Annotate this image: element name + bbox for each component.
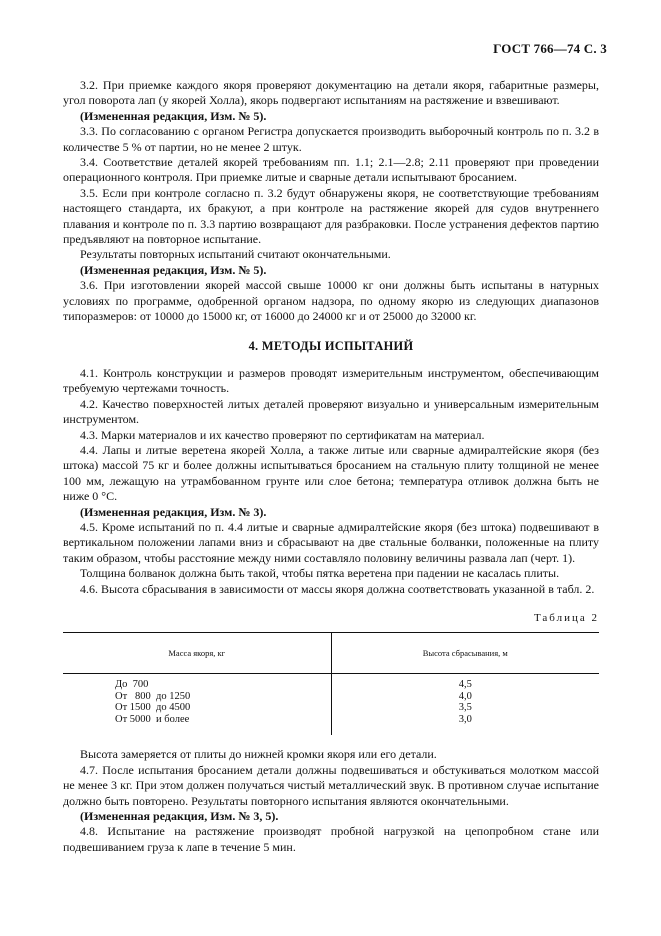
- paragraph: 4.1. Контроль конструкции и размеров проводят измерительным инструментом, обеспечивающим требуемую чертежами точность.: [63, 365, 599, 396]
- paragraph: 4.7. После испытания бросанием детали должны подвешиваться и обстукиваться молотком массой не менее 3 кг. При этом должен получаться чистый металлический звук. В противном случае испытание должно быть повторено. Результаты повторного испытания являются окончательными.: [63, 762, 599, 808]
- paragraph: 4.6. Высота сбрасывания в зависимости от массы якоря должна соответствовать указанной в табл. 2.: [80, 581, 595, 596]
- page-header: ГОСТ 766—74 С. 3: [493, 41, 607, 56]
- height-column: [331, 674, 599, 736]
- table-cell-height: 4,0: [458, 690, 472, 702]
- paragraph: Результаты повторных испытаний считают окончательными.: [80, 247, 391, 262]
- mass-column: [63, 674, 331, 736]
- amendment-note: (Измененная редакция, Изм. № 5).: [80, 108, 267, 123]
- paragraph: 3.4. Соответствие деталей якорей требованиям пп. 1.1; 2.1—2.8; 2.11 проверяют при проведении операционного контроля. При приемке литые и сварные детали испытывают бросанием.: [63, 155, 599, 185]
- paragraph: 3.3. По согласованию с органом Регистра допускается производить выборочный контроль по п. 3.2 в количестве 5 % от партии, но не менее 2 штук.: [63, 124, 599, 154]
- paragraph: 4.3. Марки материалов и их качество проверяют по сертификатам на материал.: [80, 427, 485, 442]
- table-cell-height: 3,5: [458, 702, 472, 714]
- drop-height-table: [63, 632, 599, 735]
- table-cell-mass: От 800 до 1250: [115, 690, 191, 702]
- section-4-continued: [63, 747, 599, 855]
- paragraph: Высота замеряется от плиты до нижней кромки якоря или его детали.: [80, 747, 437, 762]
- paragraph: Толщина болванок должна быть такой, чтобы пятка веретена при падении не касалась плиты.: [80, 566, 560, 581]
- section-4-methods: [63, 366, 599, 597]
- table-cell-mass: От 5000 и более: [115, 713, 190, 725]
- paragraph: 4.5. Кроме испытаний по п. 4.4 литые и сварные адмиралтейские якоря (без штока) подвешивают в вертикальном положении лапами вниз и сбрасывают на две стальные болванки, положенные на плиту таким образом, чтобы расстояние между ними составляло половину величины развала лап (черт. 1).: [63, 519, 599, 565]
- amendment-note: (Измененная редакция, Изм. № 5).: [80, 262, 267, 277]
- paragraph: 3.2. При приемке каждого якоря проверяют документацию на детали якоря, габаритные размеры, угол поворота лап (у якорей Холла), якорь подвергают испытаниям на растяжение и взвешивают.: [63, 78, 599, 108]
- amendment-note: (Измененная редакция, Изм. № 3).: [80, 504, 267, 519]
- paragraph: 4.4. Лапы и литые веретена якорей Холла, а также литые или сварные адмиралтейские якоря (без штока) массой 75 кг и более должны испытываться бросанием на стальную плиту толщиной не менее 100 мм, лежащую на утрамбованном грунте или слое бетона; температура отливок должна быть не ниже 0 °С.: [63, 442, 599, 504]
- column-header-mass: Масса якоря, кг: [63, 633, 331, 674]
- table-cell-mass: До 700: [115, 679, 149, 691]
- table-cell-height: 4,5: [458, 679, 472, 691]
- document-body: [63, 78, 599, 855]
- paragraph: 3.6. При изготовлении якорей массой свыше 10000 кг они должны быть испытаны в натурных условиях по программе, одобренной органом надзора, по одному якорю из следующих диапазонов типоразмеров: от 10000 до 15000 кг, от 16000 до 24000 кг и от 25000 до 32000 кг.: [63, 278, 599, 324]
- paragraph: 4.2. Качество поверхностей литых деталей проверяют визуально и универсальным измерительным инструментом.: [63, 396, 599, 427]
- section-title: 4. МЕТОДЫ ИСПЫТАНИЙ: [248, 338, 414, 353]
- paragraph: 4.8. Испытание на растяжение производят пробной нагрузкой на цепопробном стане или подвешиванием груза к лапе в течение 5 мин.: [63, 824, 599, 854]
- table-cell-height: 3,0: [458, 713, 472, 725]
- column-header-height: Высота сбрасывания, м: [331, 633, 599, 674]
- paragraph: 3.5. Если при контроле согласно п. 3.2 будут обнаружены якоря, не соответствующие требованиям настоящего стандарта, их бракуют, а при контроле на растяжение якорей для судов внутреннего плавания и контроле по п. 3.3 партию возвращают для разбраковки. После устранения дефектов партию предъявляют на повторное испытание.: [63, 185, 599, 247]
- table-caption: Таблица 2: [533, 612, 599, 624]
- section-3-acceptance: [63, 78, 599, 325]
- table-cell-mass: От 1500 до 4500: [115, 702, 191, 714]
- amendment-note: (Измененная редакция, Изм. № 3, 5).: [80, 809, 279, 824]
